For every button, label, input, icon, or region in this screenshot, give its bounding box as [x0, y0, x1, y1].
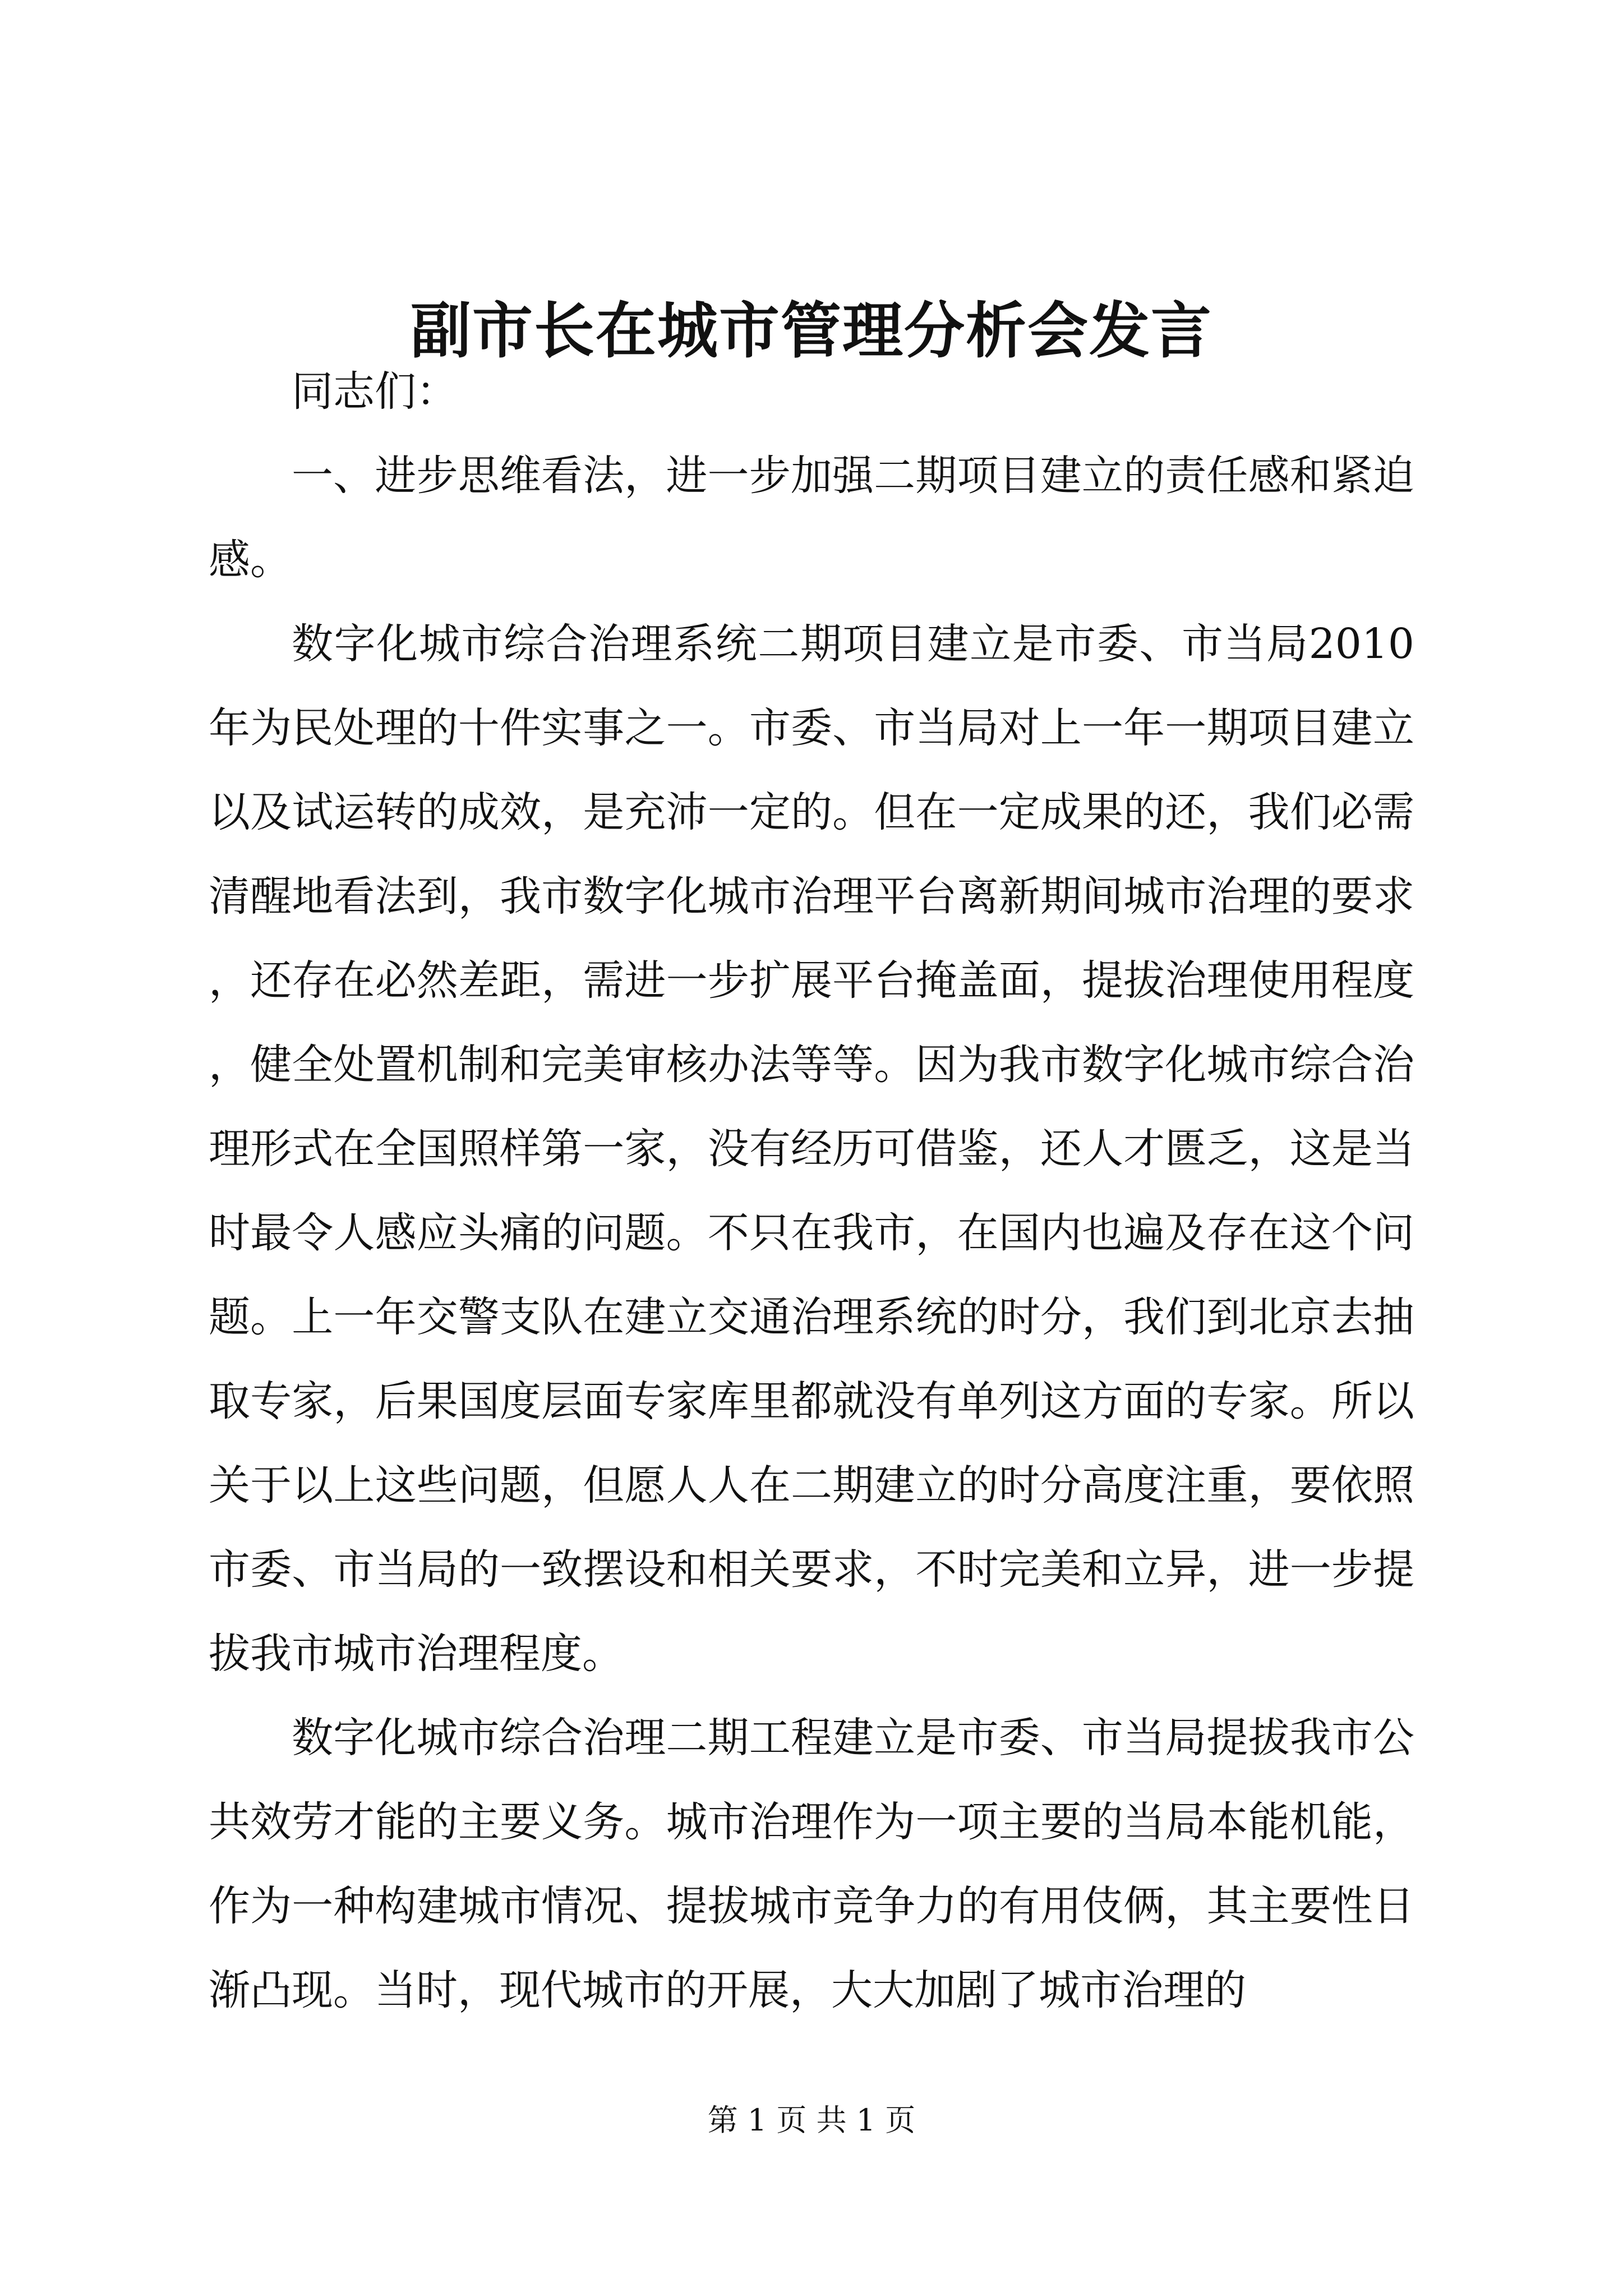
salutation: 同志们：	[292, 367, 458, 416]
body-paragraph: 数字化城市综合治理系统二期项目建立是市委、市当局2010年为民处理的十件实事之一。市委、市当局对上一年一期项目建立以及试运转的成效，是充沛一定的。但在一定成果的还，我们必需清醒地看法到，我市数字化城市治理平台离新期间城市治理的要求，还存在必然差距，需进一步扩展平台掩盖面，提拔治理使用程度，健全处置机制和完美审核办法等等。因为我市数字化城市综合治理形式在全国照样第一家，没有经历可借鉴，还人才匮乏，这是当时最令人感应头痛的问题。不只在我市，在国内也遍及存在这个问题。上一年交警支队在建立交通治理系统的时分，我们到北京去抽取专家，后果国度层面专家库里都就没有单列这方面的专家。所以关于以上这些问题，但愿人人在二期建立的时分高度注重，要依照市委、市当局的一致摆设和相关要求，不时完美和立异，进一步提拔我市城市治理程度。	[209, 620, 1414, 1678]
document-body	[209, 349, 1414, 2032]
body-paragraph: 数字化城市综合治理二期工程建立是市委、市当局提拔我市公共效劳才能的主要义务。城市治理作为一项主要的当局本能机能，作为一种构建城市情况、提拔城市竞争力的有用伎俩，其主要性日渐凸现。当时，现代城市的开展，大大加剧了城市治理的	[209, 1714, 1414, 2014]
section-heading: 一、进步思维看法，进一步加强二期项目建立的责任感和紧迫感。	[209, 452, 1414, 584]
page-footer: 第 1 页 共 1 页	[707, 2102, 916, 2138]
document-title: 副市长在城市管理分析会发言	[410, 296, 1212, 366]
